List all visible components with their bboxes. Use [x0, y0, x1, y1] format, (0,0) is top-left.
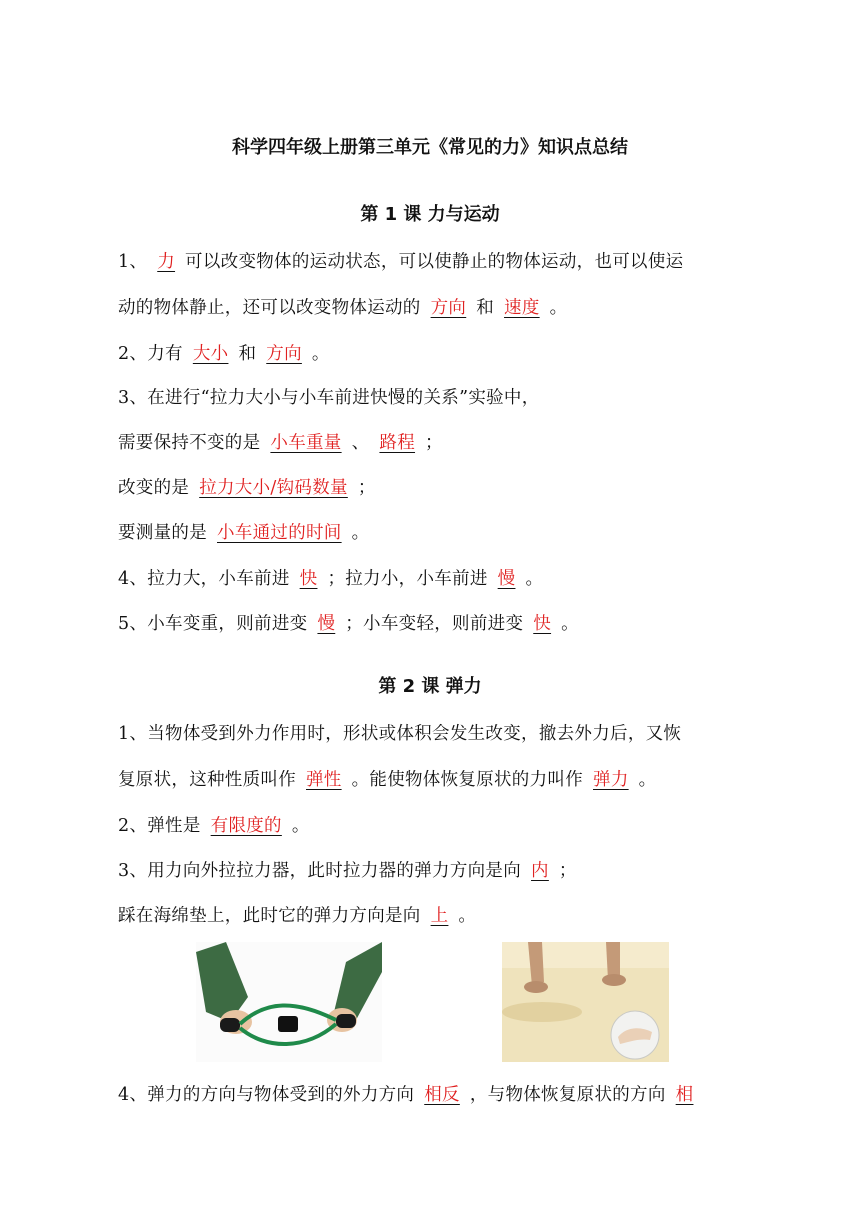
lesson1-item4 — [118, 565, 543, 590]
text: 。能使物体恢复原状的力叫作 — [351, 770, 584, 790]
text: ； — [558, 861, 577, 881]
text: 2、弹性是 — [118, 816, 201, 836]
text: 4、弹力的方向与物体受到的外力方向 — [118, 1085, 415, 1105]
text: 。 — [311, 344, 330, 364]
lesson2-item2 — [118, 812, 310, 837]
text: 要测量的是 — [118, 523, 207, 543]
text: ，与物体恢复原状的方向 — [469, 1085, 666, 1105]
lesson1-item2 — [118, 340, 330, 365]
lesson2-heading: 第 2 课 弹力 — [378, 676, 482, 697]
lesson1-item3: 3、在进行“拉力大小与小车前进快慢的关系”实验中， — [118, 388, 540, 408]
lesson1-item1-line2 — [118, 294, 567, 319]
answer-blank: 慢 — [497, 569, 516, 589]
text: 。 — [351, 523, 370, 543]
text: 动的物体静止，还可以改变物体运动的 — [118, 298, 421, 318]
text: 。 — [561, 614, 579, 634]
answer-blank: 方向 — [430, 298, 467, 318]
text: 复原状，这种性质叫作 — [118, 770, 296, 790]
chest-expander-image — [196, 942, 382, 1062]
text: ；小车变轻，则前进变 — [345, 614, 524, 634]
lesson2-item1-line1: 1、当物体受到外力作用时，形状或体积会发生改变，撤去外力后，又恢 — [118, 724, 682, 744]
lesson2-item3-line1 — [118, 857, 577, 882]
text: 需要保持不变的是 — [118, 433, 261, 453]
lesson2-item4 — [118, 1081, 693, 1106]
answer-blank: 速度 — [504, 298, 540, 318]
answer-blank: 快 — [533, 614, 552, 634]
sponge-mattress-drawing — [502, 942, 669, 1062]
text: 改变的是 — [118, 478, 190, 498]
text: ；拉力小，小车前进 — [327, 569, 488, 589]
text: 踩在海绵垫上，此时它的弹力方向是向 — [118, 906, 421, 926]
answer-blank: 大小 — [192, 344, 229, 364]
answer-blank: 弹性 — [306, 770, 342, 790]
text: 。 — [291, 816, 310, 836]
lesson1-item3-measured — [118, 519, 369, 544]
answer-blank: 慢 — [317, 614, 336, 634]
text: 。 — [525, 569, 544, 589]
document-title: 科学四年级上册第三单元《常见的力》知识点总结 — [232, 137, 628, 158]
text: 和 — [476, 298, 495, 318]
answer-blank: 相 — [675, 1085, 694, 1105]
lesson1-item5 — [118, 610, 579, 635]
answer-blank: 有限度的 — [210, 816, 282, 836]
answer-blank: 相反 — [424, 1085, 460, 1105]
text: 。 — [549, 298, 568, 318]
text: 1、 — [118, 252, 148, 272]
text: ； — [357, 478, 376, 498]
answer-blank: 力 — [157, 252, 176, 272]
answer-blank: 路程 — [379, 433, 416, 453]
text: 5、小车变重，则前进变 — [118, 614, 308, 634]
text: 。 — [638, 770, 657, 790]
answer-blank: 拉力大小/钩码数量 — [199, 478, 348, 498]
answer-blank: 内 — [531, 861, 549, 881]
answer-blank: 快 — [299, 569, 318, 589]
lesson1-heading: 第 1 课 力与运动 — [360, 204, 500, 225]
text: 和 — [238, 344, 257, 364]
text: 2、力有 — [118, 344, 183, 364]
answer-blank: 弹力 — [593, 770, 629, 790]
text: 、 — [351, 433, 370, 453]
answer-blank: 小车重量 — [270, 433, 342, 453]
sponge-mattress-image — [502, 942, 669, 1062]
answer-blank: 方向 — [266, 344, 302, 364]
answer-blank: 上 — [430, 906, 449, 926]
lesson2-item1-line2 — [118, 766, 656, 791]
lesson1-item3-constant — [118, 429, 443, 454]
chest-expander-drawing — [196, 942, 382, 1062]
answer-blank: 小车通过的时间 — [217, 523, 342, 543]
text: ； — [425, 433, 443, 453]
lesson2-item3-line2 — [118, 902, 476, 927]
text: 可以改变物体的运动状态，可以使静止的物体运动，也可以使运 — [185, 252, 684, 272]
lesson1-item1-line1 — [118, 248, 683, 273]
text: 4、拉力大，小车前进 — [118, 569, 290, 589]
text: 3、用力向外拉拉力器，此时拉力器的弹力方向是向 — [118, 861, 522, 881]
lesson1-item3-changed — [118, 474, 376, 499]
text: 。 — [458, 906, 477, 926]
